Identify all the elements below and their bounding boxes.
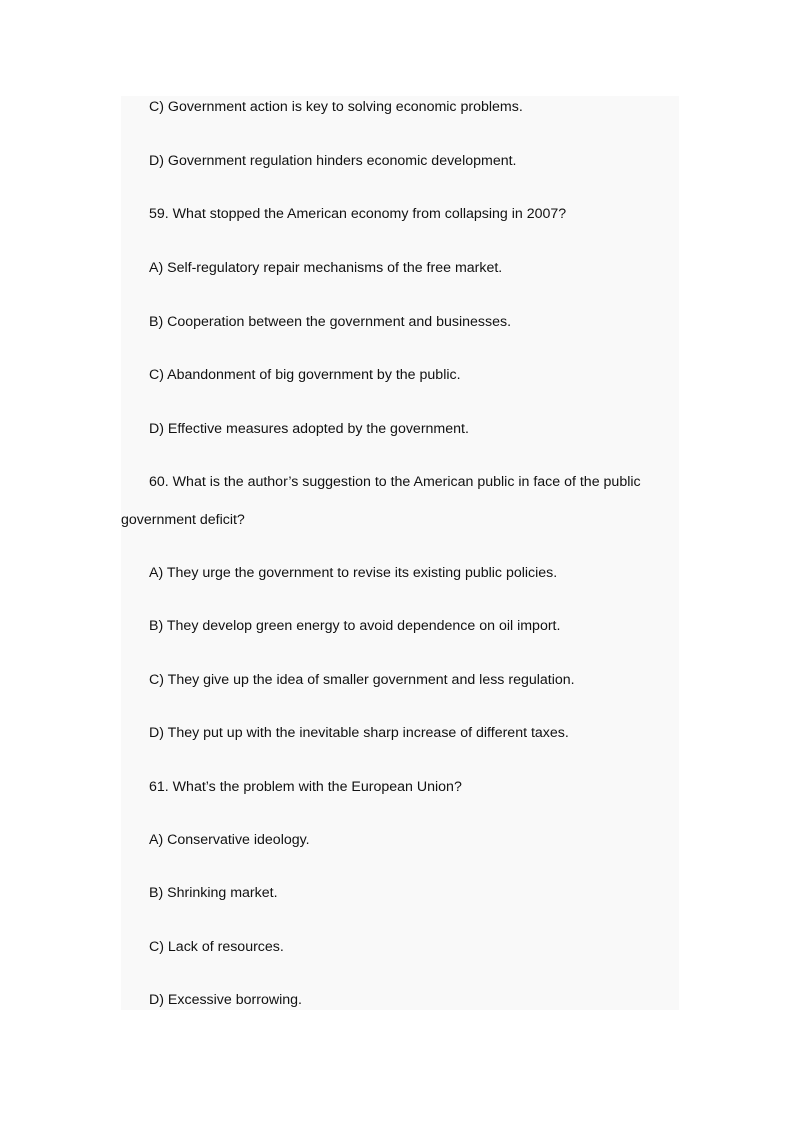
- q58-option-d: D) Government regulation hinders economic development.: [149, 153, 517, 169]
- q59-option-d: D) Effective measures adopted by the government.: [149, 421, 469, 437]
- q60-option-a: A) They urge the government to revise its existing public policies.: [149, 565, 558, 581]
- q60-option-d: D) They put up with the inevitable sharp increase of different taxes.: [149, 725, 569, 741]
- q60-question-line1: 60. What is the author’s suggestion to the American public in face of the public: [149, 474, 641, 490]
- q60-option-b: B) They develop green energy to avoid dependence on oil import.: [149, 618, 561, 634]
- q61-option-b: B) Shrinking market.: [149, 885, 278, 901]
- q58-option-c: C) Government action is key to solving economic problems.: [149, 99, 523, 115]
- q61-option-a: A) Conservative ideology.: [149, 832, 310, 848]
- q61-question: 61. What’s the problem with the European Union?: [149, 779, 462, 795]
- q60-option-c: C) They give up the idea of smaller government and less regulation.: [149, 672, 575, 688]
- q59-option-b: B) Cooperation between the government and businesses.: [149, 314, 512, 330]
- q61-option-c: C) Lack of resources.: [149, 939, 284, 955]
- q60-question-line2: government deficit?: [121, 512, 245, 528]
- q59-question: 59. What stopped the American economy from collapsing in 2007?: [149, 206, 567, 222]
- document-page-body: [121, 96, 679, 1010]
- q61-option-d: D) Excessive borrowing.: [149, 992, 302, 1008]
- q59-option-a: A) Self-regulatory repair mechanisms of the free market.: [149, 260, 503, 276]
- q59-option-c: C) Abandonment of big government by the public.: [149, 367, 461, 383]
